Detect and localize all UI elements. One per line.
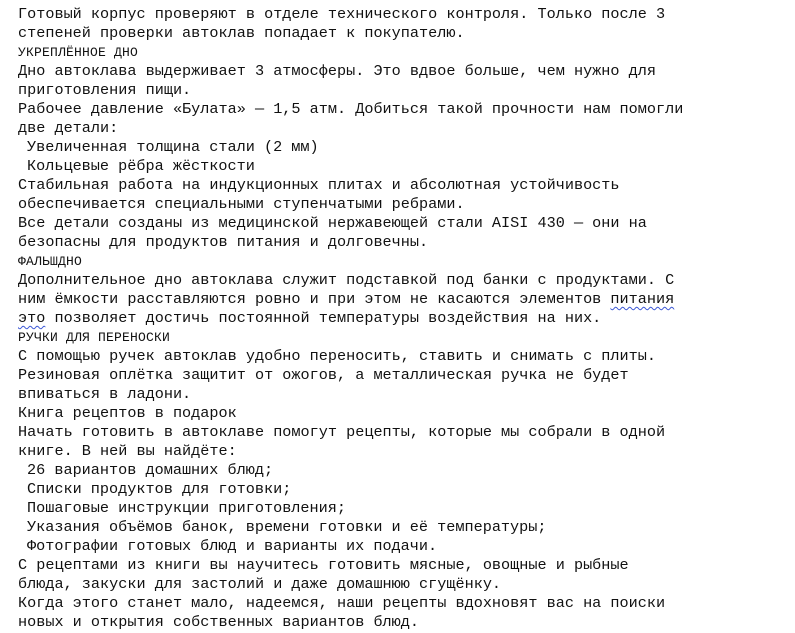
text-line: две детали: (18, 119, 119, 137)
list-item: Пошаговые инструкции приготовления; (27, 499, 346, 517)
text-line: впиваться в ладони. (18, 385, 192, 403)
text-run: ним ёмкости расставляются ровно и при этом не касаются элементов (18, 290, 611, 308)
text-line: книге. В ней вы найдёте: (18, 442, 237, 460)
text-line: Все детали созданы из медицинской нержавеющей стали AISI 430 — они на (18, 214, 647, 232)
text-line: Стабильная работа на индукционных плитах и абсолютная устойчивость (18, 176, 620, 194)
text-line: С помощью ручек автоклав удобно переносить, ставить и снимать с плиты. (18, 347, 656, 365)
section-heading: УКРЕПЛЁННОЕ ДНО (18, 45, 139, 60)
text-line: обеспечивается специальными ступенчатыми ребрами. (18, 195, 465, 213)
list-item: Увеличенная толщина стали (2 мм) (27, 138, 319, 156)
list-item: Кольцевые рёбра жёсткости (27, 157, 255, 175)
text-line: безопасны для продуктов питания и долговечны. (18, 233, 429, 251)
text-line: Начать готовить в автоклаве помогут рецепты, которые мы собрали в одной (18, 423, 666, 441)
list-item: Списки продуктов для готовки; (27, 480, 292, 498)
text-line: Дно автоклава выдерживает 3 атмосферы. Это вдвое больше, чем нужно для (18, 62, 656, 80)
section-heading: ФАЛЬШДНО (18, 254, 83, 269)
text-line: Рабочее давление «Булата» — 1,5 атм. Добиться такой прочности нам помогли (18, 100, 684, 118)
section-heading: РУЧКИ ДЛЯ ПЕРЕНОСКИ (18, 330, 171, 345)
list-item: 26 вариантов домашних блюд; (27, 461, 274, 479)
text-run: Дополнительное дно автоклава служит подставкой под банки с продуктами. С (18, 271, 675, 289)
text-line: Когда этого станет мало, надеемся, наши рецепты вдохновят вас на поиски (18, 594, 666, 612)
text-line: Резиновая оплётка защитит от ожогов, а металлическая ручка не будет (18, 366, 629, 384)
text-line: Книга рецептов в подарок (18, 404, 237, 422)
list-item: Фотографии готовых блюд и варианты их подачи. (27, 537, 438, 555)
spellcheck-flagged-word: питания (610, 290, 675, 308)
spellcheck-flagged-word: это (18, 309, 46, 327)
text-line: приготовления пищи. (18, 81, 192, 99)
text-line: новых и открытия собственных вариантов блюд. (18, 613, 420, 631)
text-line: степеней проверки автоклав попадает к покупателю. (18, 24, 465, 42)
text-line: С рецептами из книги вы научитесь готовить мясные, овощные и рыбные (18, 556, 629, 574)
text-line: блюда, закуски для застолий и даже домашнюю сгущёнку. (18, 575, 502, 593)
text-line (18, 290, 787, 309)
list-item: Указания объёмов банок, времени готовки и её температуры; (27, 518, 547, 536)
text-line (18, 271, 787, 290)
text-line (18, 309, 787, 328)
text-run: позволяет достичь постоянной температуры воздействия на них. (45, 309, 602, 327)
text-line: Готовый корпус проверяют в отделе технического контроля. Только после 3 (18, 5, 666, 23)
